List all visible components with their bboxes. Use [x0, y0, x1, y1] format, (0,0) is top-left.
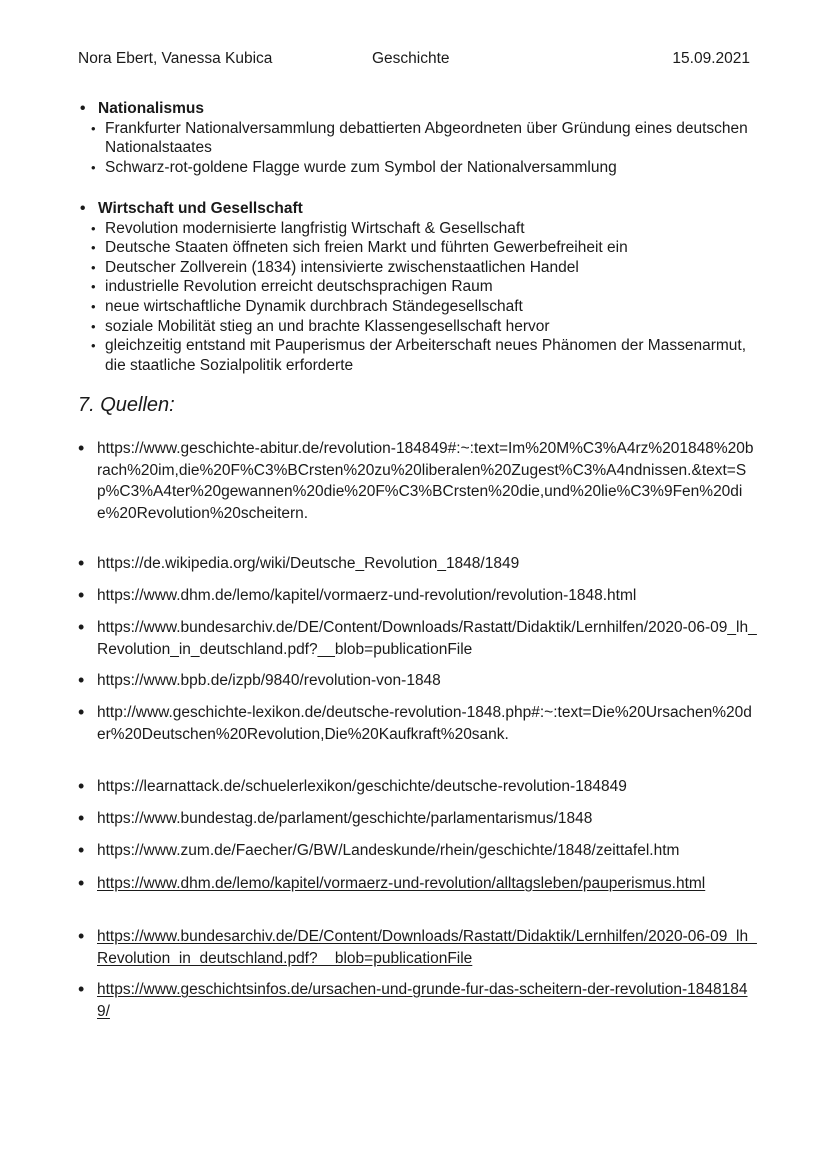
- list-item: • Deutscher Zollverein (1834) intensivierte zwischenstaatlichen Handel: [91, 258, 579, 276]
- bullet-icon: •: [78, 617, 85, 637]
- source-item[interactable]: [78, 776, 758, 798]
- source-link[interactable]: https://de.wikipedia.org/wiki/Deutsche_Revolution_1848/1849: [97, 555, 520, 572]
- bullet-icon: •: [78, 670, 85, 690]
- source-link[interactable]: https://www.geschichte-abitur.de/revolution-184849#:~:text=Im%20M%C3%A4rz%201848%20brach%20im,die%20F%C3%BCrsten%20zu%20liberalen%20Zugest%C3%A4ndnissen.&text=Sp%C3%A4ter%20gewannen%20die%20F%C3%BCrsten%20die,und%20lie%C3%9Fen%20die%20Revolution%20scheitern.: [97, 440, 754, 522]
- source-link[interactable]: http://www.geschichte-lexikon.de/deutsche-revolution-1848.php#:~:text=Die%20Ursachen%20der%20Deutschen%20Revolution,Die%20Kaufkraft%20sank.: [97, 704, 752, 743]
- author-names: Nora Ebert, Vanessa Kubica: [78, 50, 273, 67]
- bullet-icon: •: [91, 279, 96, 295]
- bullet-icon: •: [91, 318, 96, 334]
- source-item[interactable]: [78, 617, 758, 660]
- source-item[interactable]: [78, 553, 758, 575]
- source-link[interactable]: https://www.dhm.de/lemo/kapitel/vormaerz-und-revolution/revolution-1848.html: [97, 587, 637, 604]
- source-link[interactable]: https://learnattack.de/schuelerlexikon/geschichte/deutsche-revolution-184849: [97, 778, 627, 795]
- bullet-icon: •: [91, 120, 96, 136]
- section-heading: [78, 99, 758, 119]
- bullet-icon: •: [80, 100, 86, 117]
- list-item: • Revolution modernisierte langfristig Wirtschaft & Gesellschaft: [91, 219, 525, 237]
- list-item: • neue wirtschaftliche Dynamik durchbrach Ständegesellschaft: [91, 297, 523, 315]
- source-link[interactable]: https://www.zum.de/Faecher/G/BW/Landeskunde/rhein/geschichte/1848/zeittafel.htm: [97, 842, 680, 859]
- list-item: • soziale Mobilität stieg an und brachte Klassengesellschaft hervor: [91, 317, 550, 335]
- source-item[interactable]: [78, 840, 758, 862]
- document-date: 15.09.2021: [672, 50, 750, 67]
- source-link[interactable]: https://www.bundestag.de/parlament/geschichte/parlamentarismus/1848: [97, 810, 593, 827]
- source-item[interactable]: [78, 979, 758, 1022]
- source-item[interactable]: [78, 585, 758, 607]
- bullet-icon: •: [91, 259, 96, 275]
- subject-title: Geschichte: [372, 50, 450, 67]
- bullet-icon: •: [91, 298, 96, 314]
- list-item: • Frankfurter Nationalversammlung debattierten Abgeordneten über Gründung eines deutschen Nationalstaates: [91, 119, 748, 157]
- bullet-icon: •: [78, 979, 85, 999]
- bullet-icon: •: [78, 585, 85, 605]
- section-heading: [78, 199, 758, 219]
- bullet-icon: •: [78, 873, 85, 893]
- bullet-icon: •: [78, 808, 85, 828]
- page-header: [78, 50, 750, 70]
- bullet-icon: •: [78, 438, 85, 458]
- source-link[interactable]: https://www.bundesarchiv.de/DE/Content/Downloads/Rastatt/Didaktik/Lernhilfen/2020-06-09_lh_Revolution_in_deutschland.pdf?__blob=publicationFile: [97, 619, 757, 658]
- bullet-icon: •: [78, 776, 85, 796]
- bullet-icon: •: [80, 200, 86, 217]
- bullet-icon: •: [78, 840, 85, 860]
- bullet-icon: •: [78, 926, 85, 946]
- source-item[interactable]: [78, 808, 758, 830]
- bullet-icon: •: [91, 220, 96, 236]
- list-item: • industrielle Revolution erreicht deutschsprachigen Raum: [91, 278, 493, 296]
- list-item: • Schwarz-rot-goldene Flagge wurde zum Symbol der Nationalversammlung: [91, 158, 617, 176]
- section-title: Nationalismus: [98, 100, 204, 117]
- bullet-icon: •: [91, 159, 96, 175]
- source-item[interactable]: [78, 702, 758, 745]
- section-wirtschaft-gesellschaft: [78, 199, 758, 375]
- bullet-icon: •: [78, 702, 85, 722]
- source-item[interactable]: [78, 438, 758, 524]
- source-link[interactable]: https://www.geschichtsinfos.de/ursachen-und-grunde-fur-das-scheitern-der-revolution-18481849/: [97, 981, 748, 1020]
- source-link[interactable]: https://www.bpb.de/izpb/9840/revolution-von-1848: [97, 672, 441, 689]
- source-item[interactable]: [78, 873, 758, 895]
- section-title: Wirtschaft und Gesellschaft: [98, 200, 303, 217]
- source-item[interactable]: [78, 926, 758, 969]
- source-link[interactable]: https://www.bundesarchiv.de/DE/Content/Downloads/Rastatt/Didaktik/Lernhilfen/2020-06-09_lh_Revolution_in_deutschland.pdf?__blob=publicationFile: [97, 928, 757, 967]
- bullet-icon: •: [78, 553, 85, 573]
- list-item: • gleichzeitig entstand mit Pauperismus der Arbeiterschaft neues Phänomen der Massenarmut, die staatliche Sozialpolitik erforderte: [91, 337, 747, 374]
- sources-heading: 7. Quellen:: [78, 394, 175, 416]
- source-item[interactable]: [78, 670, 758, 692]
- list-item: • Deutsche Staaten öffneten sich freien Markt und führten Gewerbefreiheit ein: [91, 239, 628, 257]
- bullet-icon: •: [91, 338, 96, 354]
- bullet-icon: •: [91, 240, 96, 256]
- section-nationalismus: [78, 99, 758, 177]
- source-link[interactable]: https://www.dhm.de/lemo/kapitel/vormaerz-und-revolution/alltagsleben/pauperismus.html: [97, 875, 706, 892]
